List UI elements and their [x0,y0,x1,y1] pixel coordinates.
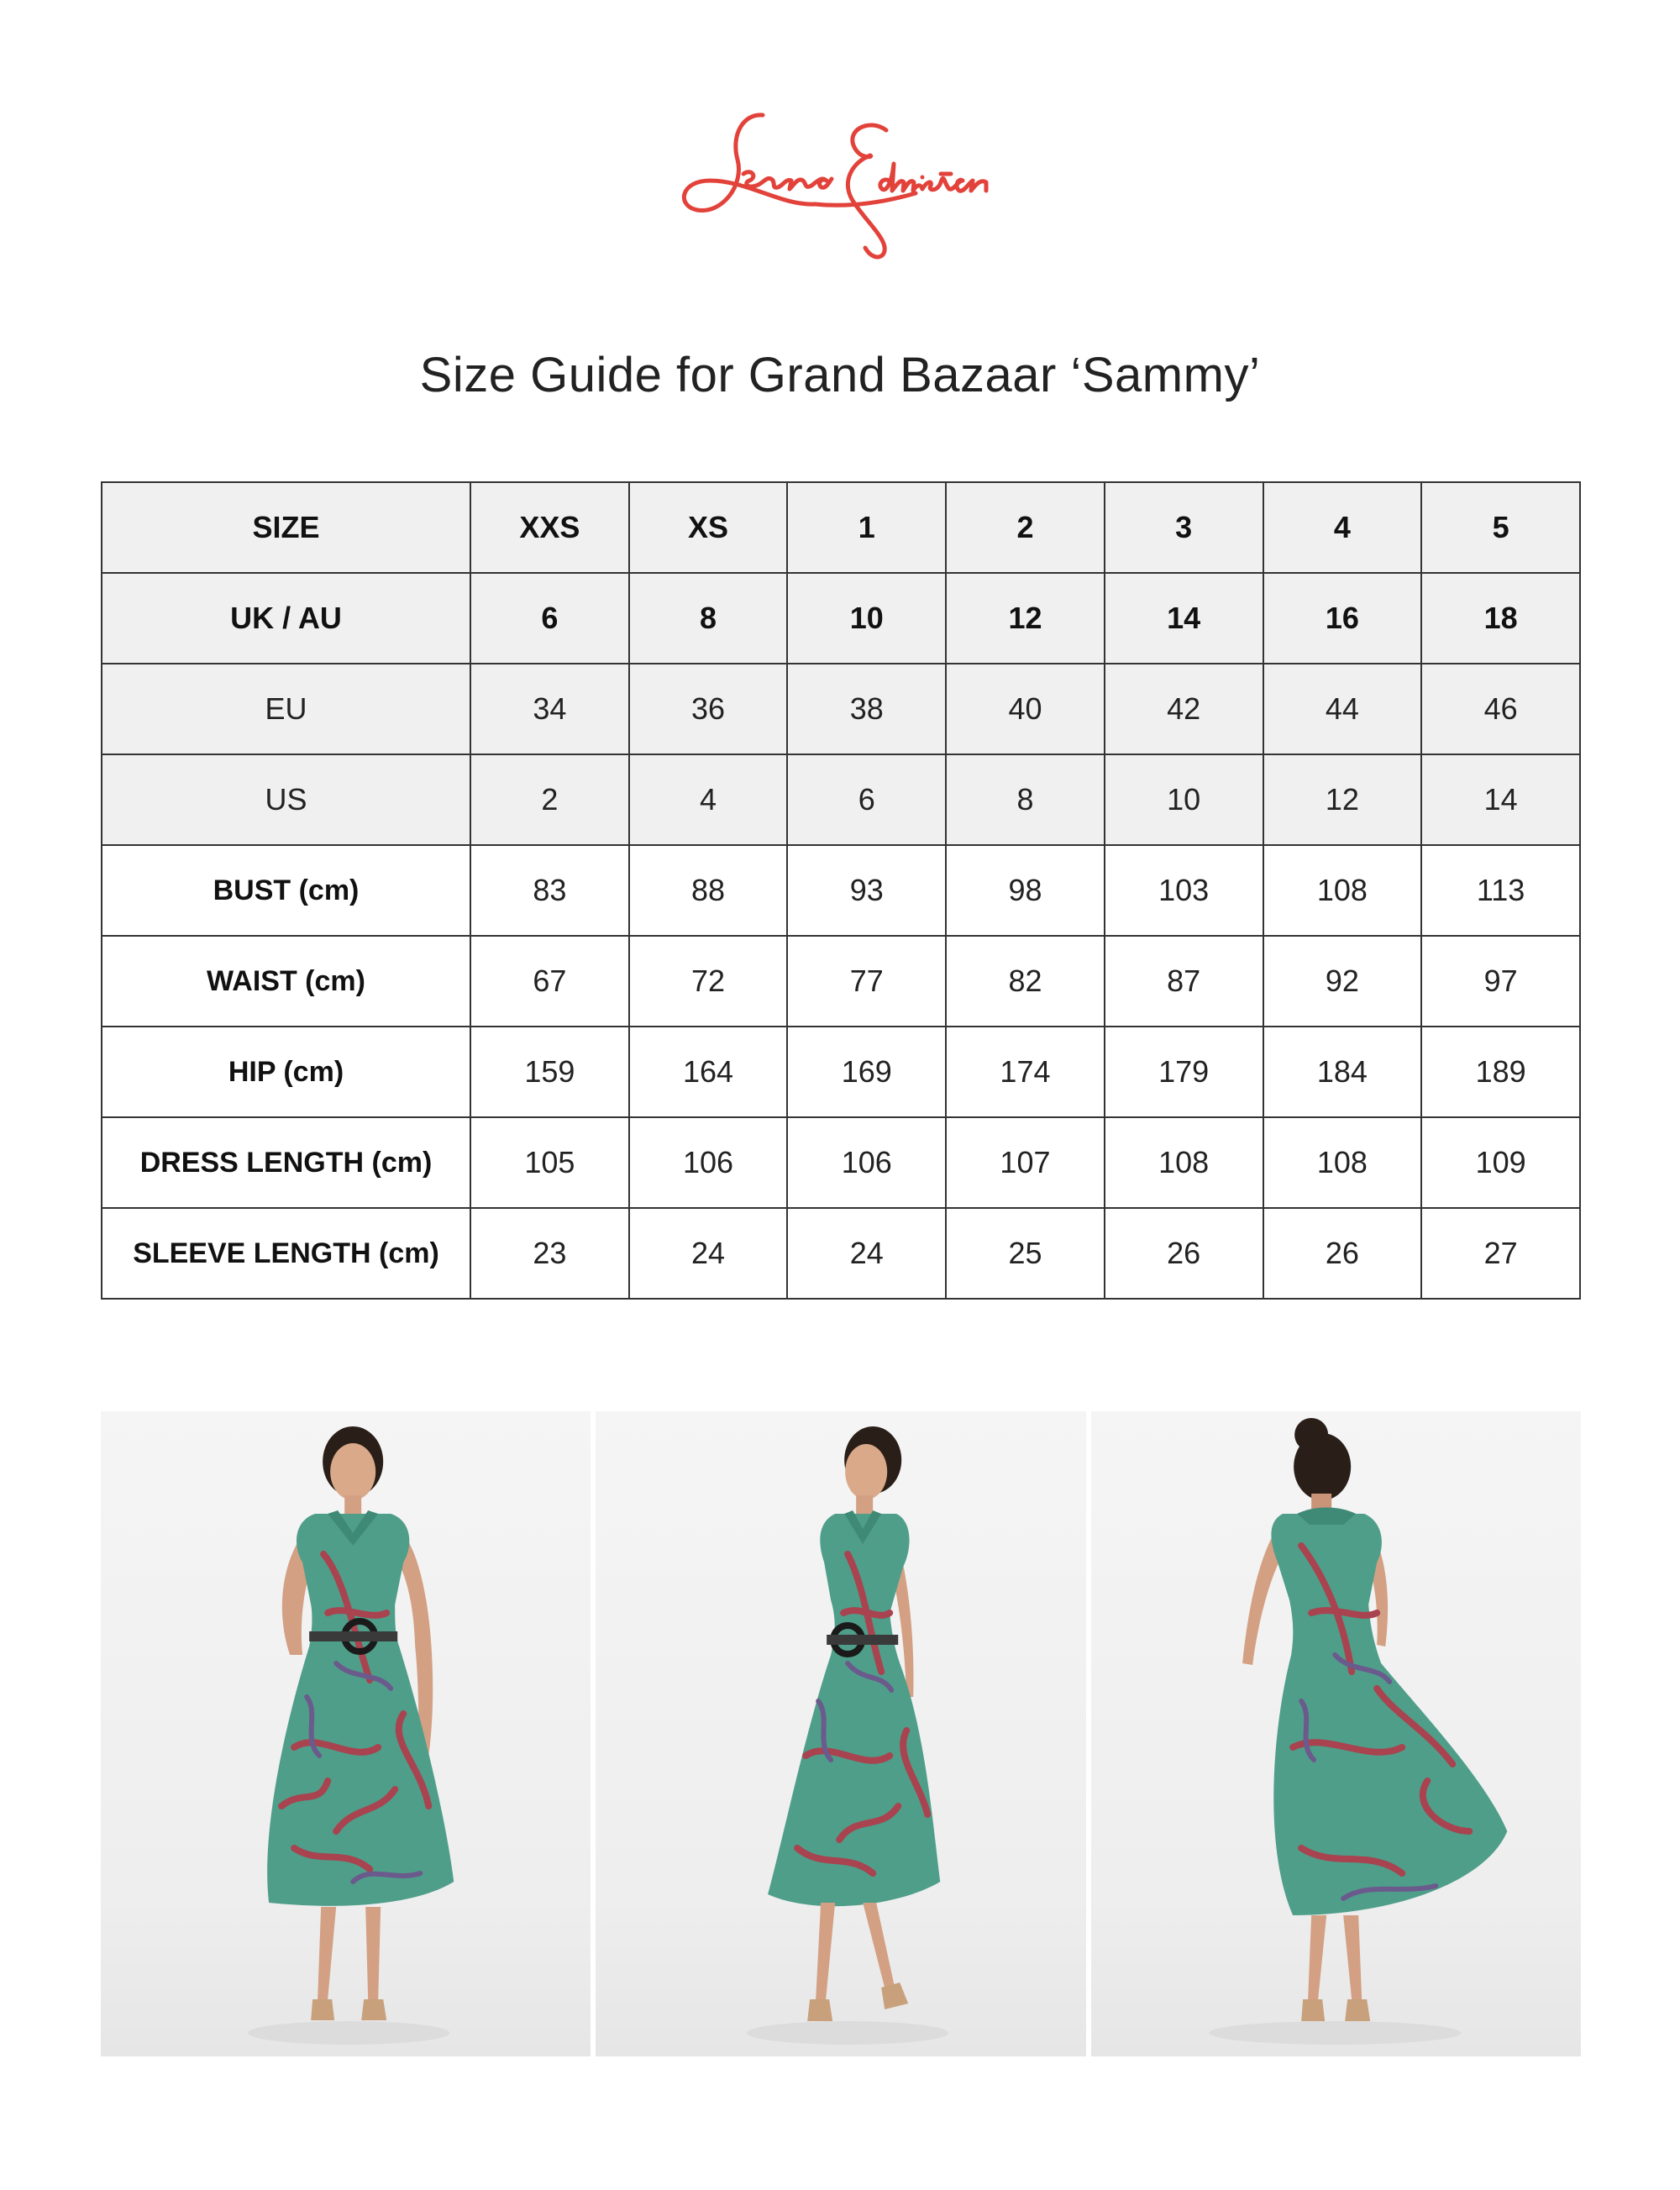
model-front-icon [101,1411,591,2056]
table-cell: 108 [1263,845,1422,936]
page-title: Size Guide for Grand Bazaar ‘Sammy’ [419,348,1261,402]
table-cell: 14 [1105,573,1263,664]
table-cell: 2 [470,754,629,845]
table-cell: 10 [1105,754,1263,845]
table-cell: 189 [1421,1027,1580,1117]
table-cell: 34 [470,664,629,754]
table-cell: 109 [1421,1117,1580,1208]
table-cell: 164 [629,1027,788,1117]
table-cell: 77 [787,936,946,1027]
table-row-uk-au [102,573,1580,664]
table-cell: 38 [787,664,946,754]
row-label: WAIST (cm) [102,936,470,1027]
table-cell: 44 [1263,664,1422,754]
model-side-icon [596,1411,1085,2056]
row-label: DRESS LENGTH (cm) [102,1117,470,1208]
table-cell: 106 [787,1117,946,1208]
table-cell: 23 [470,1208,629,1299]
table-cell: 24 [787,1208,946,1299]
table-cell: 5 [1421,482,1580,573]
table-cell: 105 [470,1117,629,1208]
table-cell: 107 [946,1117,1105,1208]
table-cell: 25 [946,1208,1105,1299]
table-cell: 26 [1263,1208,1422,1299]
table-cell: 67 [470,936,629,1027]
row-label: US [102,754,470,845]
table-cell: 3 [1105,482,1263,573]
table-row-size [102,482,1580,573]
table-cell: 27 [1421,1208,1580,1299]
table-cell: 4 [629,754,788,845]
table-cell: 108 [1263,1117,1422,1208]
row-label: BUST (cm) [102,845,470,936]
table-cell: 83 [470,845,629,936]
table-cell: 6 [470,573,629,664]
table-cell: 18 [1421,573,1580,664]
table-cell: 174 [946,1027,1105,1117]
table-cell: XS [629,482,788,573]
model-front-photo [101,1411,591,2056]
table-cell: 36 [629,664,788,754]
model-side-photo [596,1411,1085,2056]
table-cell: 92 [1263,936,1422,1027]
table-cell: 12 [1263,754,1422,845]
table-cell: 12 [946,573,1105,664]
model-back-icon [1091,1411,1581,2056]
table-cell: 169 [787,1027,946,1117]
table-cell: 106 [629,1117,788,1208]
table-cell: 103 [1105,845,1263,936]
table-cell: 82 [946,936,1105,1027]
table-cell: 16 [1263,573,1422,664]
table-row-eu [102,664,1580,754]
table-cell: 113 [1421,845,1580,936]
row-label: EU [102,664,470,754]
table-row-waist [102,936,1580,1027]
row-label: UK / AU [102,573,470,664]
table-cell: 179 [1105,1027,1263,1117]
table-cell: 8 [946,754,1105,845]
table-cell: 46 [1421,664,1580,754]
table-cell: 10 [787,573,946,664]
row-label: SLEEVE LENGTH (cm) [102,1208,470,1299]
table-cell: 97 [1421,936,1580,1027]
table-cell: 159 [470,1027,629,1117]
table-cell: 93 [787,845,946,936]
row-label: SIZE [102,482,470,573]
table-cell: 6 [787,754,946,845]
table-cell: 8 [629,573,788,664]
table-cell: 40 [946,664,1105,754]
table-cell: 26 [1105,1208,1263,1299]
table-row-us [102,754,1580,845]
table-row-dress-length [102,1117,1580,1208]
table-cell: 2 [946,482,1105,573]
size-chart-table [101,481,1581,1300]
row-label: HIP (cm) [102,1027,470,1117]
table-row-hip [102,1027,1580,1117]
table-cell: 42 [1105,664,1263,754]
model-back-photo [1091,1411,1581,2056]
table-row-bust [102,845,1580,936]
table-cell: 88 [629,845,788,936]
table-cell: 72 [629,936,788,1027]
table-cell: 184 [1263,1027,1422,1117]
brand-logo [664,97,1016,281]
table-cell: XXS [470,482,629,573]
product-photos [101,1411,1581,2056]
table-cell: 1 [787,482,946,573]
table-cell: 14 [1421,754,1580,845]
table-cell: 4 [1263,482,1422,573]
table-row-sleeve-length [102,1208,1580,1299]
table-cell: 24 [629,1208,788,1299]
script-signature-logo-icon [664,97,1016,281]
table-cell: 87 [1105,936,1263,1027]
table-cell: 98 [946,845,1105,936]
table-cell: 108 [1105,1117,1263,1208]
